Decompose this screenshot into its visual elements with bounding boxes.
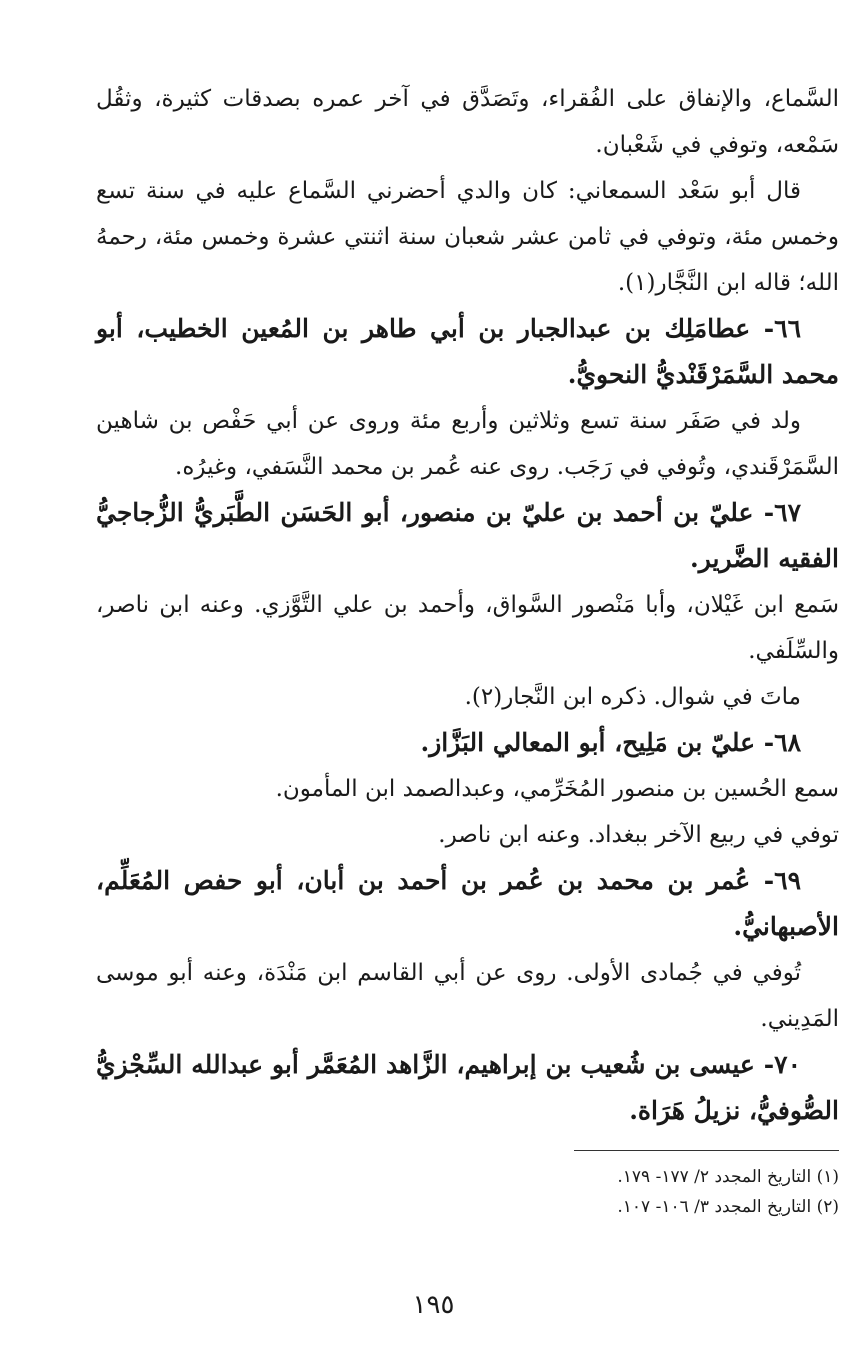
entry-heading-67: ٦٧- عليّ بن أحمد بن عليّ بن منصور، أبو الحَسَن الطَّبَريُّ الزُّجاجيُّ الفقيه الضَّرير. (96, 498, 839, 573)
entry-body-69: تُوفي في جُمادى الأولى. روى عن أبي القاسم ابن مَنْدَة، وعنه أبو موسى المَدِيني. (96, 960, 839, 1032)
page-number: ١٩٥ (412, 1290, 455, 1320)
entry-heading-69: ٦٩- عُمر بن محمد بن عُمر بن أحمد بن أبان، أبو حفص المُعَلِّم، الأصبهانيُّ. (96, 866, 839, 941)
footnote-2: (٢) التاريخ المجدد ٣/ ١٠٦- ١٠٧. (617, 1197, 839, 1217)
paragraph-continuation: السَّماع، والإنفاق على الفُقراء، وتَصَدَّق في آخر عمره بصدقات كثيرة، وثقُل سَمْعه، وتوفي في شَعْبان. (96, 86, 839, 158)
entry-body-66: ولد في صَفَر سنة تسع وثلاثين وأربع مئة وروى عن أبي حَفْص بن شاهين السَّمَرْقَندي، وتُوفي في رَجَب. روى عنه عُمر بن محمد النَّسَفي، وغيرُه. (96, 408, 839, 480)
entry-death-67: ماتَ في شوال. ذكره ابن النَّجار(٢). (464, 684, 801, 710)
entry-death-68: توفي في ربيع الآخر ببغداد. وعنه ابن ناصر. (438, 822, 839, 848)
entry-body-67: سَمع ابن غَيْلان، وأبا مَنْصور السَّواق، وأحمد بن علي التَّوَّزي. وعنه ابن ناصر، والسِّلَفي. (96, 592, 839, 664)
entry-heading-68: ٦٨- عليّ بن مَلِيح، أبو المعالي البَزَّاز. (420, 728, 801, 757)
entry-heading-70: ٧٠- عيسى بن شُعيب بن إبراهيم، الزَّاهد المُعَمَّر أبو عبدالله السِّجْزيُّ الصُّوفيُّ، نزيلُ هَرَاة. (96, 1050, 839, 1125)
entry-body-68: سمع الحُسين بن منصور المُخَرِّمي، وعبدالصمد ابن المأمون. (275, 776, 839, 802)
footnote-1: (١) التاريخ المجدد ٢/ ١٧٧- ١٧٩. (617, 1167, 839, 1187)
footnote-divider (574, 1150, 839, 1151)
paragraph-samani-quote: قال أبو سَعْد السمعاني: كان والدي أحضرني السَّماع عليه في سنة تسع وخمس مئة، وتوفي في ثامن عشر شعبان سنة اثنتي عشرة وخمس مئة، رحمهُ الله؛ قاله ابن النَّجَّار(١). (96, 178, 839, 296)
entry-heading-66: ٦٦- عطامَلِك بن عبدالجبار بن أبي طاهر بن المُعين الخطيب، أبو محمد السَّمَرْقَنْديُّ النحويُّ. (96, 314, 839, 389)
footnotes (96, 1162, 839, 1222)
